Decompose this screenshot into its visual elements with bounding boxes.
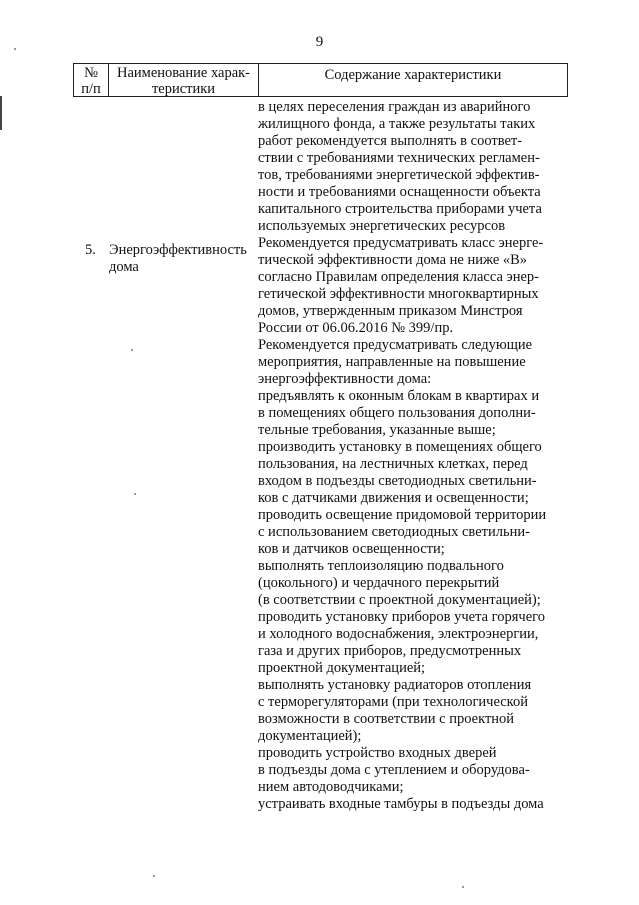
content-line: (цокольного) и чердачного перекрытий: [258, 575, 500, 591]
content-line: ствии с требованиями технических регламен-: [258, 150, 540, 166]
content-paragraph: [258, 99, 561, 235]
table-header: [73, 63, 568, 97]
content-line: с использованием светодиодных светильни-: [258, 524, 530, 540]
content-line: проводить освещение придомовой территории: [258, 507, 547, 523]
content-paragraph: [258, 235, 561, 337]
content-line: капитального строительства приборами учета: [258, 201, 542, 217]
content-line: проводить устройство входных дверей: [258, 745, 497, 761]
content-paragraph: [258, 388, 561, 439]
content-line: используемых энергетических ресурсов: [258, 218, 506, 234]
content-paragraph: [258, 609, 561, 677]
content-paragraph: [258, 439, 561, 507]
content-paragraph: [258, 796, 561, 813]
content-paragraph: [258, 337, 561, 388]
content-column: [258, 99, 561, 813]
page-number: 9: [315, 34, 324, 50]
scan-speck: [153, 875, 155, 877]
scan-speck: [131, 349, 133, 351]
content-line: документацией);: [258, 728, 362, 744]
content-line: Рекомендуется предусматривать класс энерге-: [258, 235, 544, 251]
content-line: с терморегуляторами (при технологической: [258, 694, 528, 710]
content-line: в целях переселения граждан из аварийного: [258, 99, 531, 115]
content-line: выполнять установку радиаторов отопления: [258, 677, 532, 693]
row-number: 5.: [85, 242, 96, 258]
header-cell-content: Содержание характеристики: [324, 67, 502, 83]
scan-speck: [134, 493, 136, 495]
content-line: гетической эффективности многоквартирных: [258, 286, 539, 302]
header-cell-name: [109, 64, 259, 96]
content-line: нием автодоводчиками;: [258, 779, 404, 795]
content-line: тельные требования, указанные выше;: [258, 422, 496, 438]
content-line: тов, требованиями энергетической эффектив-: [258, 167, 540, 183]
content-paragraph: [258, 507, 561, 558]
row-name-line: Энергоэффективность: [109, 242, 247, 258]
content-line: предъявлять к оконным блокам в квартирах и: [258, 388, 540, 404]
content-line: энергоэффективности дома:: [258, 371, 432, 387]
scan-speck: [462, 886, 464, 888]
content-line: входом в подъезды светодиодных светильни-: [258, 473, 537, 489]
content-paragraph: [258, 745, 561, 796]
content-line: в помещениях общего пользования дополни-: [258, 405, 536, 421]
content-line: производить установку в помещениях общего: [258, 439, 542, 455]
row-name-line: дома: [109, 259, 139, 275]
content-line: тической эффективности дома не ниже «В»: [258, 252, 528, 268]
content-line: ков с датчиками движения и освещенности;: [258, 490, 529, 506]
content-paragraph: [258, 558, 561, 609]
scan-edge-mark: [0, 96, 2, 130]
content-line: Рекомендуется предусматривать следующие: [258, 337, 533, 353]
content-line: работ рекомендуется выполнять в соответ-: [258, 133, 523, 149]
content-line: устраивать входные тамбуры в подъезды дома: [258, 796, 544, 812]
content-line: газа и других приборов, предусмотренных: [258, 643, 522, 659]
content-line: проектной документацией;: [258, 660, 426, 676]
content-line: жилищного фонда, а также результаты таких: [258, 116, 536, 132]
content-line: (в соответствии с проектной документацией);: [258, 592, 541, 608]
content-line: России от 06.06.2016 № 399/пр.: [258, 320, 454, 336]
content-line: мероприятия, направленные на повышение: [258, 354, 526, 370]
header-name-line: теристики: [151, 81, 216, 97]
content-line: пользования, на лестничных клетках, перед: [258, 456, 528, 472]
content-line: ков и датчиков освещенности;: [258, 541, 445, 557]
content-line: возможности в соответствии с проектной: [258, 711, 515, 727]
header-number-line: п/п: [81, 81, 101, 97]
content-line: домов, утвержденным приказом Минстроя: [258, 303, 523, 319]
content-line: проводить установку приборов учета горячего: [258, 609, 545, 625]
scan-speck: [14, 48, 16, 50]
header-number-line: №: [84, 65, 98, 81]
content-line: и холодного водоснабжения, электроэнергии,: [258, 626, 539, 642]
content-line: в подъезды дома с утеплением и оборудова-: [258, 762, 530, 778]
content-paragraph: [258, 677, 561, 745]
content-line: выполнять теплоизоляцию подвального: [258, 558, 504, 574]
header-cell-number: [74, 64, 109, 96]
header-name-line: Наименование харак-: [116, 65, 250, 81]
content-line: ности и требованиями оснащенности объекта: [258, 184, 541, 200]
row-name: [109, 242, 257, 276]
content-line: согласно Правилам определения класса энер-: [258, 269, 540, 285]
